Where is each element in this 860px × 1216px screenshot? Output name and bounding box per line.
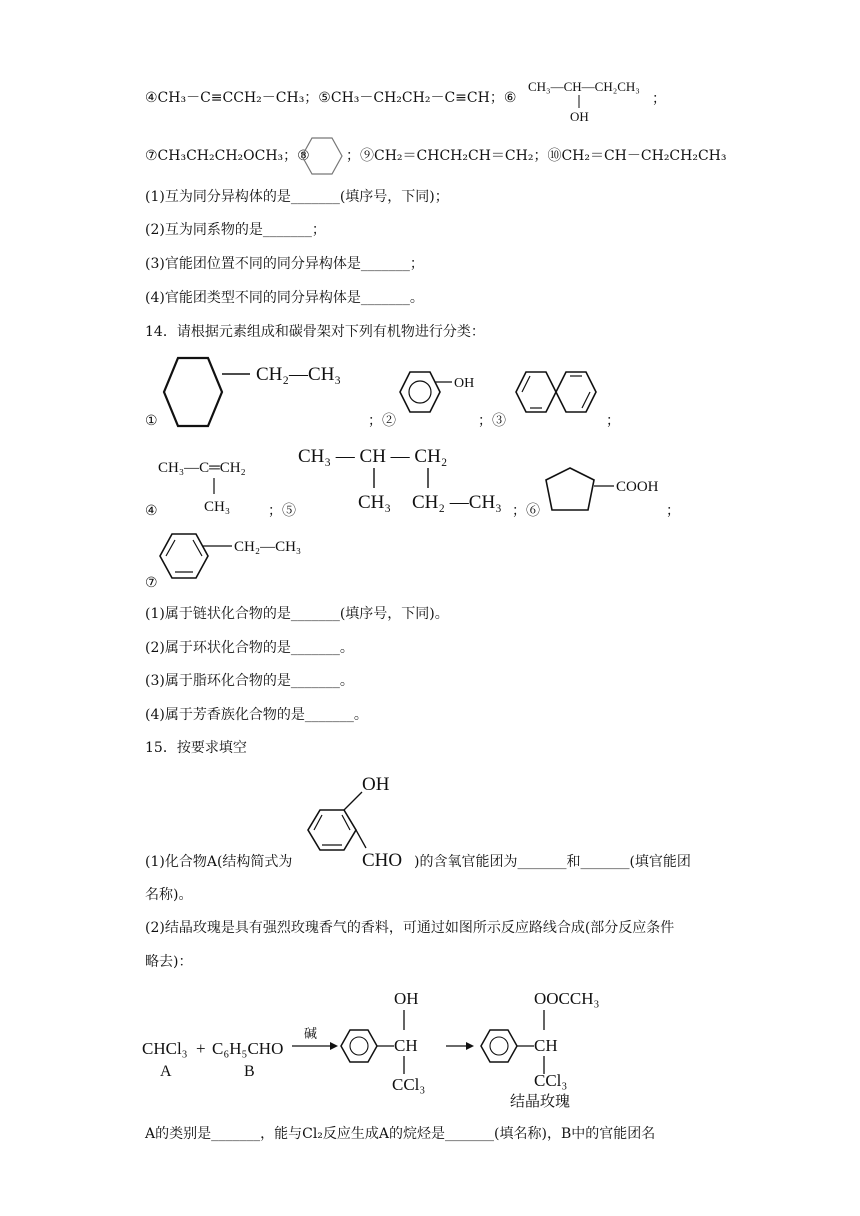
s6-oh: OH (570, 109, 589, 124)
q13-items-9-10: ；⑨CH₂＝CHCH₂CH＝CH₂；⑩CH₂＝CH－CH₂CH₂CH₃ (346, 148, 727, 164)
reactant-b: C₆H₅CHO (212, 1039, 284, 1058)
q15-p2-line-1: (2)结晶玫瑰是具有强烈玫瑰香气的香料，可通过如图所示反应路线合成(部分反应条件 (145, 920, 675, 936)
structure-2-butanol (528, 76, 668, 128)
q13-line-2 (145, 146, 310, 166)
q14-sep-6: ； (666, 503, 680, 519)
q15-p1-end: )的含氧官能团为_______和_______(填官能团 (414, 854, 691, 870)
structure-salicylaldehyde (300, 770, 414, 870)
p1-cho: CHO (362, 850, 403, 870)
structure-ethylcyclohexane (158, 352, 368, 432)
q14-sub-3: (3)属于脂环化合物的是_______。 (145, 673, 354, 689)
q14-sep-3: ； (606, 413, 620, 429)
q15-p1-start: (1)化合物A(结构简式为 (145, 854, 293, 870)
p1-oh: OH (362, 774, 390, 795)
s1-substituent: CH₂—CH₃ (256, 364, 342, 385)
structure-cyclopentane-acid (540, 462, 672, 522)
label-a: A (160, 1063, 172, 1080)
s5-top: CH₃ — CH — CH₂ (298, 446, 448, 467)
q15-last-line: A的类别是_______，能与Cl₂反应生成A的烷烃是_______(填名称)，B中的官能团名 (145, 1126, 656, 1142)
q14-label-3: ；③ (478, 413, 506, 429)
q14-label-6: ；⑥ (512, 503, 540, 519)
q15-p1-cont: 名称)。 (145, 887, 193, 903)
prod-acetate: OOCCH₃ (534, 989, 600, 1008)
s7-substituent: CH₂—CH₃ (234, 539, 302, 555)
q14-label-2: ；② (368, 413, 396, 429)
s5-bottom-right: CH₂ —CH₃ (412, 492, 502, 513)
q14-label-5: ；⑤ (268, 503, 296, 519)
q15-title: 15．按要求填空 (145, 740, 247, 756)
q14-label-1: ① (145, 413, 158, 429)
q13-line-1 (145, 88, 516, 108)
s2-oh: OH (454, 376, 475, 391)
q13-sub-1: (1)互为同分异构体的是_______(填序号，下同)； (145, 189, 449, 205)
condition-base: 碱 (304, 1026, 318, 1041)
q14-sub-2: (2)属于环状化合物的是_______。 (145, 640, 354, 656)
prod-ch: CH (534, 1036, 558, 1055)
s4-top: CH₃—C═CH₂ (158, 460, 246, 476)
q13-sub-4: (4)官能团类型不同的同分异构体是_______。 (145, 290, 424, 306)
mid-ch: CH (394, 1036, 418, 1055)
q14-sub-4: (4)属于芳香族化合物的是_______。 (145, 707, 368, 723)
s6-cooh: COOH (616, 479, 659, 495)
q14-label-7: ⑦ (145, 575, 158, 591)
label-b: B (244, 1063, 255, 1080)
prod-name: 结晶玫瑰 (510, 1094, 571, 1110)
q13-sub-2: (2)互为同系物的是_______； (145, 222, 326, 238)
mid-ccl3: CCl₃ (392, 1075, 426, 1094)
q13-items-4-6: ④CH₃－C≡CCH₂－CH₃；⑤CH₃－CH₂CH₂－C≡CH；⑥ (145, 90, 517, 106)
q13-line-1-tail: ； (652, 91, 666, 107)
structure-isobutene (158, 454, 274, 518)
structure-branched-alkane (298, 440, 514, 518)
q14-label-4: ④ (145, 503, 158, 519)
reaction-scheme (140, 982, 620, 1112)
mid-oh: OH (394, 989, 419, 1008)
reactant-a: CHCl₃ (142, 1039, 188, 1058)
q14-sub-1: (1)属于链状化合物的是_______(填序号，下同)。 (145, 606, 449, 622)
prod-ccl3: CCl₃ (534, 1071, 568, 1090)
structure-ethylbenzene (158, 528, 328, 586)
s4-bottom: CH₃ (204, 499, 231, 515)
q14-title: 14．请根据元素组成和碳骨架对下列有机物进行分类： (145, 324, 485, 340)
structure-bicyclic (506, 364, 610, 426)
q13-sub-3: (3)官能团位置不同的同分异构体是_______； (145, 256, 424, 272)
s6-main-chain: CH₃—CH—CH₂CH₃ (528, 79, 640, 94)
structure-cyclohexane (300, 134, 344, 178)
s5-bottom-left: CH₃ (358, 492, 392, 513)
q15-p2-line-2: 略去)： (145, 954, 193, 970)
q13-items-7-8: ⑦CH₃CH₂CH₂OCH₃；⑧ (145, 148, 310, 164)
plus-sign: + (196, 1039, 206, 1058)
